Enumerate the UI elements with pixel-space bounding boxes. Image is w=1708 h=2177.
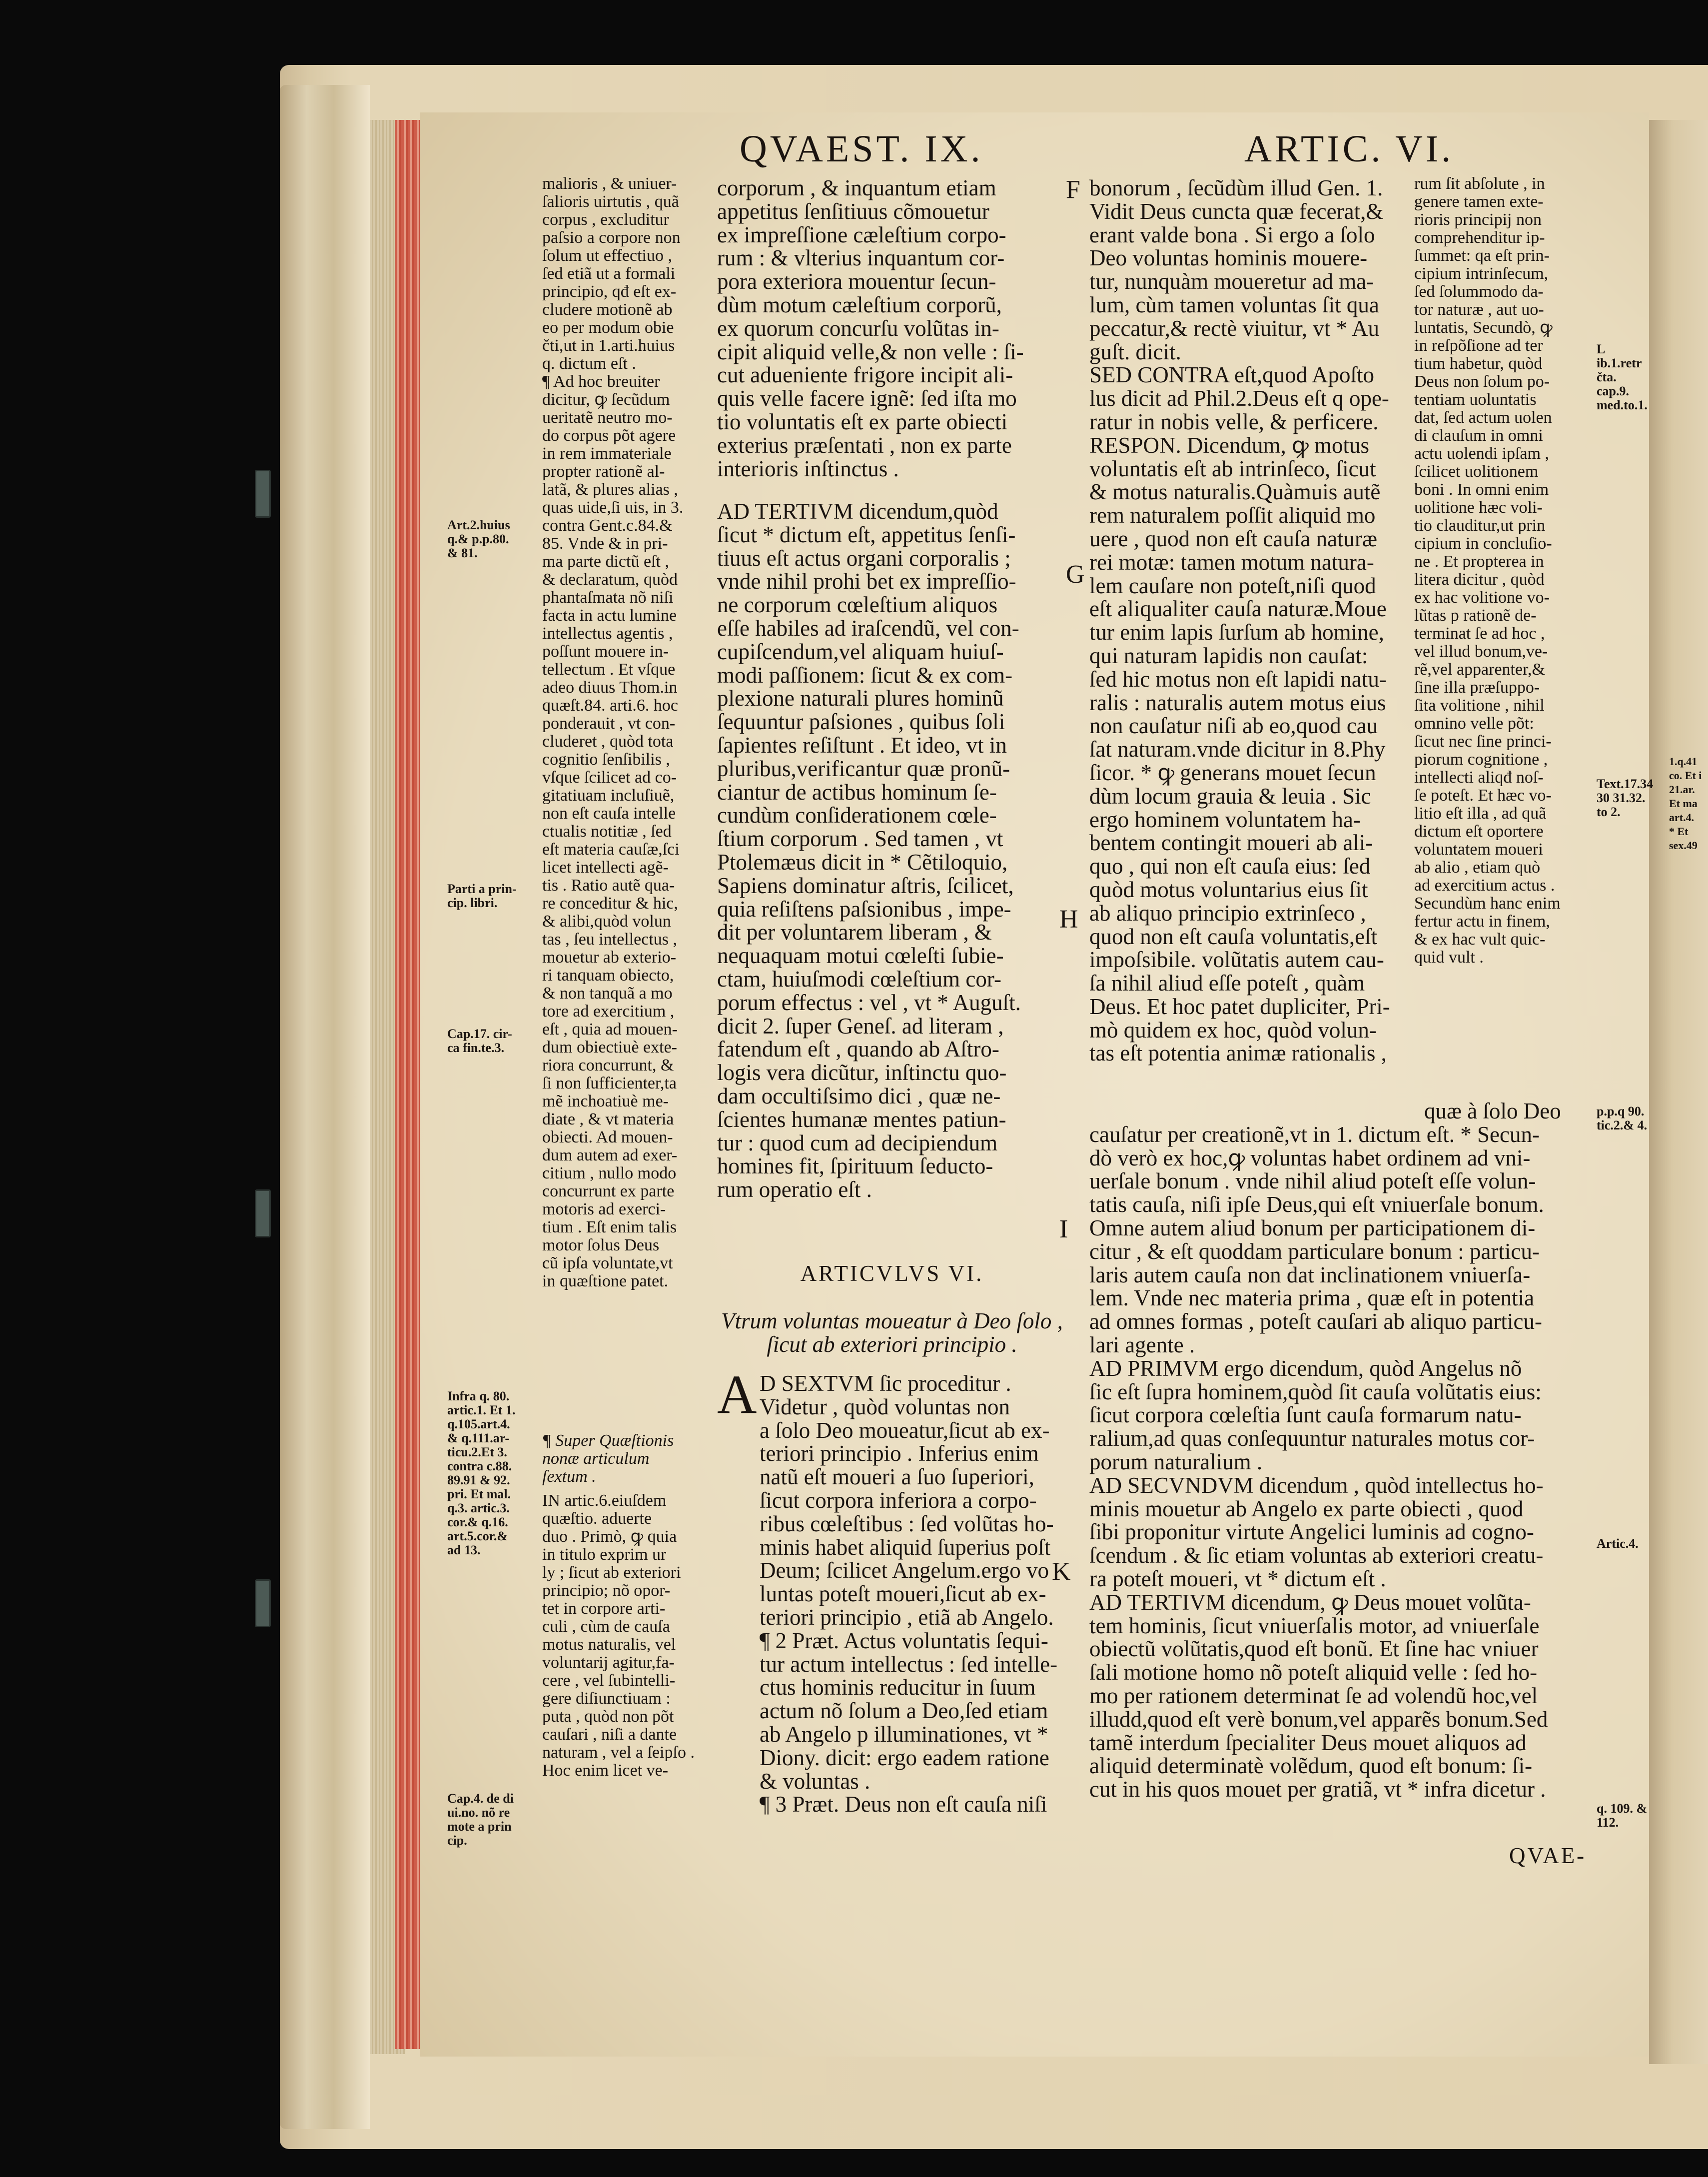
clasp-top: [255, 470, 271, 518]
book-page: [420, 112, 1654, 2057]
clasp-middle: [255, 1189, 271, 1237]
right-note-1: L ib.1.retr čta. cap.9. med.to.1.: [1597, 342, 1648, 412]
facing-page-edge: [1649, 120, 1708, 2064]
right-note-4: Artic.4.: [1597, 1536, 1639, 1551]
clasp-bottom: [255, 1579, 271, 1627]
right-note-2: Text.17.34 30 31.32. to 2.: [1597, 777, 1654, 819]
margin-letter-k: K: [1052, 1557, 1071, 1586]
right-commentary: rum ſit abſolute , in genere tamen exte- rioris principij non comprehenditur ip- ſummet: qa eſt prin- cipium intrinſecum, ſed ſolummodo da- tor naturæ , aut uo- luntatis, Secundò, ꝙ in reſpõſione ad ter tium habetur, quòd Deus non ſolum po- tentiam uoluntatis dat, ſed actum uolen di clauſum in omni actu uolendi ipſam , ſcilicet uolitionem boni . In omni enim uolitione hæc voli- tio clauditur,ut prin cipium in concluſio- ne . Et propterea in litera dicitur , quòd ex hac volitione vo- lũtas p rationẽ de- terminat ſe ad hoc , vel illud bonum,ve- rẽ,vel apparenter,& ſine illa præſuppo- ſita volitione , nihil omnino velle põt: ſicut nec ſine princi- piorum cognitione , intellecti aliqđ noſ- ſe poteſt. Et hæc vo- litio eſt illa , ad quã dictum eſt oportere voluntatem moueri ab alio , etiam quò ad exercitium actus . Secundùm hanc enim fertur actu in finem, & ex hac vult quic- quid vult .: [1414, 174, 1561, 967]
left-note-2: Parti a prin- cip. libri.: [447, 882, 517, 910]
header-question: QVAEST. IX.: [740, 128, 983, 170]
right-column-wide: quæ à ſolo Deo cauſatur per creationẽ,vt in 1. dictum eſt. * Secun- dò verò ex hoc,ꝙ voluntas habet ordinem ad vni- uerſale bonum . vnde nihil aliud poteſt eſſe volun- tatis cauſa, niſi ipſe Deus,qui eſt vniuerſale bonum. Omne autem aliud bonum per participationem di- citur , & eſt quoddam particulare bonum : particu- laris autem cauſa non dat inclinationem vniuerſa- lem. Vnde nec materia prima , quæ eſt in potentia ad omnes formas , poteſt cauſari ab aliquo particu- lari agente . AD PRIMVM ergo dicendum, quòd Angelus nõ ſic eſt ſupra hominem,quòd ſit cauſa volũtatis eius: ſicut corpora cœleſtia ſunt cauſa formarum natu- ralium,ad quas conſequuntur naturales motus cor- porum naturalium . AD SECVNDVM dicendum , quòd intellectus ho- minis mouetur ab Angelo ex parte obiecti , quod ſibi proponitur virtute Angelici luminis ad cogno- ſcendum . & ſic etiam voluntas ab exteriori creatu- ra poteſt moueri, vt * dictum eſt . AD TERTIVM dicendum, ꝙ Deus mouet volũta- tem hominis, ſicut vniuerſalis motor, ad vniuerſale obiectũ volũtatis,quod eſt bonũ. Et ſine hac vniuer ſali motione homo nõ poteſt aliquid velle : ſed ho- mo per rationem determinat ſe ad volendũ hoc,vel illudd,quod eſt verè bonum,vel apparẽs bonum.Sed tamẽ interdum ſpecialiter Deus mouet aliquos ad aliquid determinatè volẽdum, quod eſt bonum: ſi- cut in his quos mouet per gratiã, vt * infra dicetur .: [1089, 1098, 1561, 1802]
margin-letter-i: I: [1059, 1215, 1068, 1243]
article-title: ARTICVLVS VI.: [800, 1261, 984, 1286]
facing-page-notes: 1.q.41 co. Et i 21.ar. Et ma art.4. * Et sex.49: [1669, 755, 1702, 852]
middle-column-article: D SEXTVM ſic proceditur . Videtur , quòd voluntas non a ſolo Deo moueatur,ſicut ab ex- teriori principio . Inferius enim natũ eſt moueri a ſuo ſuperiori, ſicut corpora inferiora a corpo- ribus cœleſtibus : ſed volũtas ho- minis habet aliquid ſuperius poſt Deum; ſcilicet Angelum.ergo vo luntas poteſt moueri,ſicut ab ex- teriori principio , etiã ab Angelo. ¶ 2 Præt. Actus voluntatis ſequi- tur actum intellectus : ſed intelle- ctus hominis reducitur in ſuum actum nõ ſolum a Deo,ſed etiam ab Angelo p illuminationes, vt * Diony. dicit: ergo eadem ratione & voluntas . ¶ 3 Præt. Deus non eſt cauſa niſi: [760, 1371, 1058, 1817]
margin-letter-h: H: [1059, 905, 1078, 934]
left-note-3: Cap.17. cir- ca fin.te.3.: [447, 1027, 512, 1055]
left-note-1: Art.2.huius q.& p.p.80. & 81.: [447, 518, 510, 560]
catchword: QVAE-: [1509, 1843, 1587, 1868]
middle-column-ad-tertium: AD TERTIVM dicendum,quòd ſicut * dictum eſt, appetitus ſenſi- tiuus eſt actus organi corporalis ; vnde nihil prohi bet ex impreſſio- ne corporum cœleſtium aliquos eſſe habiles ad iraſcendũ, vel con- cupiſcendum,vel aliquam huiuſ- modi paſſionem: ſicut & ex com- plexione naturali plures hominũ ſequuntur paſsiones , quibus ſoli ſapientes reſiſtunt . Et ideo, vt in pluribus,verificantur quæ pronũ- ciantur de actibus hominum ſe- cundùm conſiderationem cœle- ſtium corporum . Sed tamen , vt Ptolemæus dicit in * Cẽtiloquio, Sapiens dominatur aſtris, ſcilicet, quia reſiſtens paſsionibus , impe- dit per voluntarem liberam , & nequaquam motui cœleſti ſubie- ctam, huiuſmodi cœleſtium cor- porum effectus : vel , vt * Auguſt. dicit 2. ſuper Geneſ. ad literam , fatendum eſt , quando ab Aſtro- logis vera dicũtur, inſtinctu quo- dam occultiſsimo dici , quæ ne- ſcientes humanæ mentes patiun- tur : quod cum ad decipiendum homines fit, ſpirituum ſeducto- rum operatio eſt .: [717, 499, 1021, 1202]
header-article: ARTIC. VI.: [1244, 128, 1454, 170]
margin-letter-g: G: [1066, 560, 1085, 589]
left-note-4: Infra q. 80. artic.1. Et 1. q.105.art.4. & q.111.ar- ticu.2.Et 3. contra c.88. 89.91 & 92. pri. Et mal. q.3. artic.3. cor.& q.16. art.5.cor.& ad 13.: [447, 1389, 516, 1557]
left-commentary-heading: ¶ Super Quæſtionis nonæ articulum ſextum .: [542, 1431, 674, 1486]
right-note-5: q. 109. & 112.: [1597, 1801, 1648, 1830]
margin-letter-f: F: [1066, 175, 1080, 204]
red-page-edge: [395, 120, 420, 2049]
left-commentary-continued: IN artic.6.eiuſdem quæſtio. aduerte duo . Primò, ꝙ quia in titulo exprim ur ly ; ſicut ab exteriori principio; nõ opor- tet in corpore arti- culi , cùm de cauſa motus naturalis, vel voluntarij agitur,fa- cere , vel ſubintelli- gere diſiunctiuam : puta , quòd non põt cauſari , niſi a dante naturam , vel a ſeipſo . Hoc enim licet ve-: [542, 1491, 695, 1780]
right-column-top: bonorum , ſecũdùm illud Gen. 1. Vidit Deus cuncta quæ fecerat,& erant valde bona . Si ergo a ſolo Deo voluntas hominis mouere- tur, nunquàm moueretur ad ma- lum, cùm tamen voluntas ſit qua peccatur,& rectè viuitur, vt * Au guſt. dicit. SED CONTRA eſt,quod Apoſto lus dicit ad Phil.2.Deus eſt q ope- ratur in nobis velle, & perficere. RESPON. Dicendum, ꝙ motus voluntatis eſt ab intrinſeco, ſicut & motus naturalis.Quàmuis autẽ rem naturalem poſſit aliquid mo uere , quod non eſt cauſa naturæ rei motæ: tamen motum natura- lem cauſare non poteſt,niſi quod eſt aliqualiter cauſa naturæ.Moue tur enim lapis ſurſum ab homine, qui naturam lapidis non cauſat: ſed hic motus non eſt lapidi natu- ralis : naturalis autem motus eius non cauſatur niſi ab eo,quod cau ſat naturam.vnde dicitur in 8.Phy ſicor. * ꝙ generans mouet ſecun dùm locum grauia & leuia . Sic ergo hominem voluntatem ha- bentem contingit moueri ab ali- quo , qui non eſt cauſa eius: ſed quòd motus voluntarius eius ſit ab aliquo principio extrinſeco , quod non eſt cauſa voluntatis,eſt impoſsibile. volũtatis autem cau- ſa nihil aliud eſſe poteſt , quàm Deus. Et hoc patet dupliciter, Pri- mò quidem ex hoc, quòd volun- tas eſt potentia animæ rationalis ,: [1089, 175, 1390, 1066]
left-commentary: malioris , & uniuer- ſalioris uirtutis , quã corpus , excluditur paſsio a corpore non ſolum ut effectiuo , ſed etiã ut a formali principio, qđ eſt ex- cludere motionẽ ab eo per modum obie čti,ut in 1.arti.huius q. dictum eſt . ¶ Ad hoc breuiter dicitur, ꝙ ſecũdum ueritatẽ neutro mo- do corpus põt agere in rem immateriale propter rationẽ al- latã, & plures alias , quas uide,ſi uis, in 3. contra Gent.c.84.& 85. Vnde & in pri- ma parte dictũ eſt , & declaratum, quòd phantaſmata nõ niſi facta in actu lumine intellectus agentis , poſſunt mouere in- tellectum . Et vſque adeo diuus Thom.in quæſt.84. arti.6. hoc ponderauit , vt con- cluderet , quòd tota cognitio ſenſibilis , vſque ſcilicet ad co- gitatiuam incluſiuẽ, non eſt cauſa intelle ctualis notitiæ , ſed eſt materia cauſæ,ſci licet intellecti agẽ- tis . Ratio autẽ qua- re conceditur & hic, & alibi,quòd volun tas , ſeu intellectus , mouetur ab exterio- ri tanquam obiecto, & non tanquã a mo tore ad exercitium , eſt , quia ad mouen- dum obiectiuè exte- riora concurrunt, & ſi non ſufficienter,ta mẽ inchoatiuè me- diate , & vt materia obiecti. Ad mouen- dum autem ad exer- citium , nullo modo concurrunt ex parte motoris ad exerci- tium . Eſt enim talis motor ſolus Deus cũ ipſa voluntate,vt in quæſtione patet.: [542, 174, 684, 1290]
middle-column-top: corporum , & inquantum etiam appetitus ſenſitiuus cõmouetur ex impreſſione cæleſtium corpo- rum : & vlterius inquantum cor- pora exteriora mouentur ſecun- dùm motum cæleſtium corporũ, ex quorum concurſu volũtas in- cipit aliquid velle,& non velle : ſi- cut adueniente frigore incipit ali- quis velle facere ignẽ: ſed iſta mo tio voluntatis eſt ex parte obiecti exterius præſentati , non ex parte interioris inſtinctus .: [717, 175, 1024, 481]
drop-cap: A: [717, 1364, 757, 1425]
right-note-3: p.p.q 90. tic.2.& 4.: [1597, 1104, 1648, 1132]
left-note-5: Cap.4. de di ui.no. nõ re mote a prin cip.: [447, 1791, 514, 1848]
article-question: Vtrum voluntas moueatur à Deo ſolo , ſicut ab exteriori principio .: [721, 1308, 1063, 1357]
book-spine-edge: [280, 85, 370, 2129]
